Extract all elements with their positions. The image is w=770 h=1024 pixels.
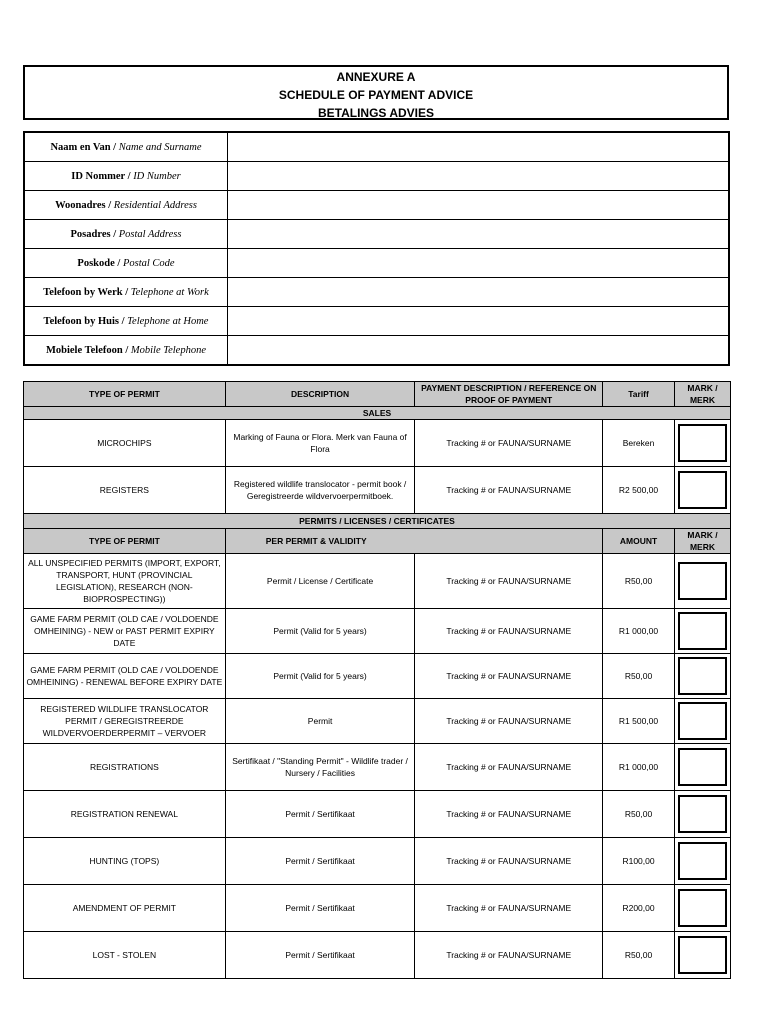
permit-description: Permit / Sertifikaat — [225, 932, 415, 979]
mark-checkbox[interactable] — [678, 424, 727, 462]
payment-reference: Tracking # or FAUNA/SURNAME — [415, 467, 603, 514]
mark-cell[interactable] — [674, 554, 730, 609]
col-header-payment: PAYMENT DESCRIPTION / REFERENCE ON PROOF OF PAYMENT — [415, 382, 603, 407]
section-permits-label: PERMITS / LICENSES / CERTIFICATES — [24, 514, 731, 529]
permit-description: Marking of Fauna or Flora. Merk van Fauna of Flora — [225, 420, 415, 467]
personal-field-row — [24, 278, 729, 307]
personal-field-row — [24, 191, 729, 220]
permit-type: REGISTERS — [24, 467, 226, 514]
mark-checkbox[interactable] — [678, 562, 727, 600]
sales-row — [24, 467, 731, 514]
sales-section-row — [24, 407, 731, 420]
personal-field-label — [24, 336, 228, 366]
mark-cell[interactable] — [674, 791, 730, 838]
amount-value: R50,00 — [603, 932, 675, 979]
permit-description: Permit (Valid for 5 years) — [225, 654, 415, 699]
col-header-type: TYPE OF PERMIT — [24, 529, 226, 554]
document-title-box — [23, 65, 729, 120]
personal-field-label — [24, 132, 228, 162]
amount-value: R50,00 — [603, 791, 675, 838]
permit-description: Permit / Sertifikaat — [225, 838, 415, 885]
personal-field-row — [24, 336, 729, 366]
permit-type: AMENDMENT OF PERMIT — [24, 885, 226, 932]
permit-description: Permit / Sertifikaat — [225, 791, 415, 838]
permit-row — [24, 791, 731, 838]
tariff-value: R2 500,00 — [603, 467, 675, 514]
permit-description: Permit / License / Certificate — [225, 554, 415, 609]
field-label-afrikaans: Poskode / — [77, 257, 121, 269]
field-label-english: Postal Code — [122, 257, 175, 269]
permits-header-row — [24, 529, 731, 554]
mark-checkbox[interactable] — [678, 702, 727, 740]
mark-checkbox[interactable] — [678, 748, 727, 786]
personal-field-input[interactable] — [228, 307, 730, 336]
permit-type: ALL UNSPECIFIED PERMITS (IMPORT, EXPORT, TRANSPORT, HUNT (PROVINCIAL LEGISLATION), RESEARCH (NON-BIOPROSPECTING)) — [24, 554, 226, 609]
mark-checkbox[interactable] — [678, 842, 727, 880]
field-label-afrikaans: Woonadres / — [55, 199, 112, 211]
payment-schedule-table — [23, 381, 731, 979]
payment-reference: Tracking # or FAUNA/SURNAME — [415, 885, 603, 932]
permit-type: HUNTING (TOPS) — [24, 838, 226, 885]
permit-description: Permit / Sertifikaat — [225, 885, 415, 932]
personal-field-label — [24, 191, 228, 220]
personal-field-row — [24, 132, 729, 162]
personal-field-input[interactable] — [228, 162, 730, 191]
amount-value: R1 500,00 — [603, 699, 675, 744]
personal-field-row — [24, 307, 729, 336]
permits-section-row — [24, 514, 731, 529]
payment-reference: Tracking # or FAUNA/SURNAME — [415, 420, 603, 467]
permit-type: LOST - STOLEN — [24, 932, 226, 979]
mark-cell[interactable] — [674, 420, 730, 467]
permit-type: GAME FARM PERMIT (OLD CAE / VOLDOENDE OMHEINING) - NEW or PAST PERMIT EXPIRY DATE — [24, 609, 226, 654]
mark-cell[interactable] — [674, 744, 730, 791]
mark-cell[interactable] — [674, 467, 730, 514]
personal-details-table — [23, 131, 730, 366]
amount-value: R50,00 — [603, 554, 675, 609]
field-label-english: Mobile Telephone — [130, 344, 206, 356]
permit-description: Sertifikaat / "Standing Permit" - Wildlife trader / Nursery / Facilities — [225, 744, 415, 791]
col-header-mark: MARK / MERK — [674, 382, 730, 407]
field-label-english: Postal Address — [118, 228, 182, 240]
mark-checkbox[interactable] — [678, 889, 727, 927]
permit-row — [24, 654, 731, 699]
permit-description: Registered wildlife translocator - permit book / Geregistreerde wildvervoerpermitboek. — [225, 467, 415, 514]
amount-value: R50,00 — [603, 654, 675, 699]
title-line-3: BETALINGS ADVIES — [317, 106, 434, 120]
permit-description: Permit (Valid for 5 years) — [225, 609, 415, 654]
tariff-value: Bereken — [603, 420, 675, 467]
col-header-description: DESCRIPTION — [225, 382, 415, 407]
payment-reference: Tracking # or FAUNA/SURNAME — [415, 838, 603, 885]
permit-row — [24, 554, 731, 609]
payment-reference: Tracking # or FAUNA/SURNAME — [415, 932, 603, 979]
permit-type: GAME FARM PERMIT (OLD CAE / VOLDOENDE OMHEINING) - RENEWAL BEFORE EXPIRY DATE — [24, 654, 226, 699]
permit-row — [24, 932, 731, 979]
field-label-english: Telephone at Home — [127, 315, 209, 327]
col-header-validity: PER PERMIT & VALIDITY — [225, 529, 602, 554]
personal-field-input[interactable] — [228, 191, 730, 220]
personal-field-label — [24, 249, 228, 278]
payment-reference: Tracking # or FAUNA/SURNAME — [415, 654, 603, 699]
permit-type: MICROCHIPS — [24, 420, 226, 467]
personal-field-input[interactable] — [228, 132, 730, 162]
personal-field-input[interactable] — [228, 278, 730, 307]
permit-row — [24, 744, 731, 791]
personal-field-label — [24, 307, 228, 336]
mark-cell[interactable] — [674, 654, 730, 699]
field-label-afrikaans: Telefoon by Werk / — [43, 286, 129, 298]
personal-field-row — [24, 220, 729, 249]
permit-type: REGISTRATIONS — [24, 744, 226, 791]
mark-checkbox[interactable] — [678, 612, 727, 650]
permit-row — [24, 885, 731, 932]
mark-checkbox[interactable] — [678, 471, 727, 509]
mark-checkbox[interactable] — [678, 936, 727, 974]
payment-reference: Tracking # or FAUNA/SURNAME — [415, 609, 603, 654]
personal-field-row — [24, 249, 729, 278]
section-sales-label: SALES — [24, 407, 731, 420]
personal-field-input[interactable] — [228, 220, 730, 249]
permit-row — [24, 699, 731, 744]
personal-field-label — [24, 278, 228, 307]
permit-type: REGISTRATION RENEWAL — [24, 791, 226, 838]
amount-value: R100,00 — [603, 838, 675, 885]
mark-checkbox[interactable] — [678, 795, 727, 833]
amount-value: R1 000,00 — [603, 744, 675, 791]
payment-reference: Tracking # or FAUNA/SURNAME — [415, 554, 603, 609]
amount-value: R1 000,00 — [603, 609, 675, 654]
title-line-1: ANNEXURE A — [336, 70, 416, 84]
payment-reference: Tracking # or FAUNA/SURNAME — [415, 699, 603, 744]
field-label-english: ID Number — [133, 170, 181, 182]
personal-field-label — [24, 220, 228, 249]
mark-checkbox[interactable] — [678, 657, 727, 695]
field-label-afrikaans: Telefoon by Huis / — [43, 315, 125, 327]
field-label-afrikaans: Posadres / — [70, 228, 117, 240]
payment-reference: Tracking # or FAUNA/SURNAME — [415, 744, 603, 791]
personal-field-input[interactable] — [228, 336, 730, 366]
sales-header-row — [24, 382, 731, 407]
permit-description: Permit — [225, 699, 415, 744]
col-header-amount: AMOUNT — [603, 529, 675, 554]
col-header-mark: MARK / MERK — [674, 529, 730, 554]
amount-value: R200,00 — [603, 885, 675, 932]
field-label-english: Name and Surname — [118, 141, 202, 153]
permit-row — [24, 609, 731, 654]
permit-type: REGISTERED WILDLIFE TRANSLOCATOR PERMIT / GEREGISTREERDE WILDVERVOERDERPERMIT – VERVOER — [24, 699, 226, 744]
personal-field-row — [24, 162, 729, 191]
permit-row — [24, 838, 731, 885]
personal-field-label — [24, 162, 228, 191]
field-label-english: Telephone at Work — [130, 286, 209, 298]
title-line-2: SCHEDULE OF PAYMENT ADVICE — [278, 88, 474, 102]
field-label-afrikaans: Mobiele Telefoon / — [45, 344, 129, 356]
col-header-type: TYPE OF PERMIT — [24, 382, 226, 407]
mark-cell[interactable] — [674, 838, 730, 885]
mark-cell[interactable] — [674, 609, 730, 654]
mark-cell[interactable] — [674, 699, 730, 744]
field-label-afrikaans: ID Nommer / — [71, 170, 131, 182]
col-header-tariff: Tariff — [603, 382, 675, 407]
payment-reference: Tracking # or FAUNA/SURNAME — [415, 791, 603, 838]
mark-cell[interactable] — [674, 932, 730, 979]
mark-cell[interactable] — [674, 885, 730, 932]
field-label-afrikaans: Naam en Van / — [50, 141, 117, 153]
sales-row — [24, 420, 731, 467]
field-label-english: Residential Address — [113, 199, 197, 211]
personal-field-input[interactable] — [228, 249, 730, 278]
